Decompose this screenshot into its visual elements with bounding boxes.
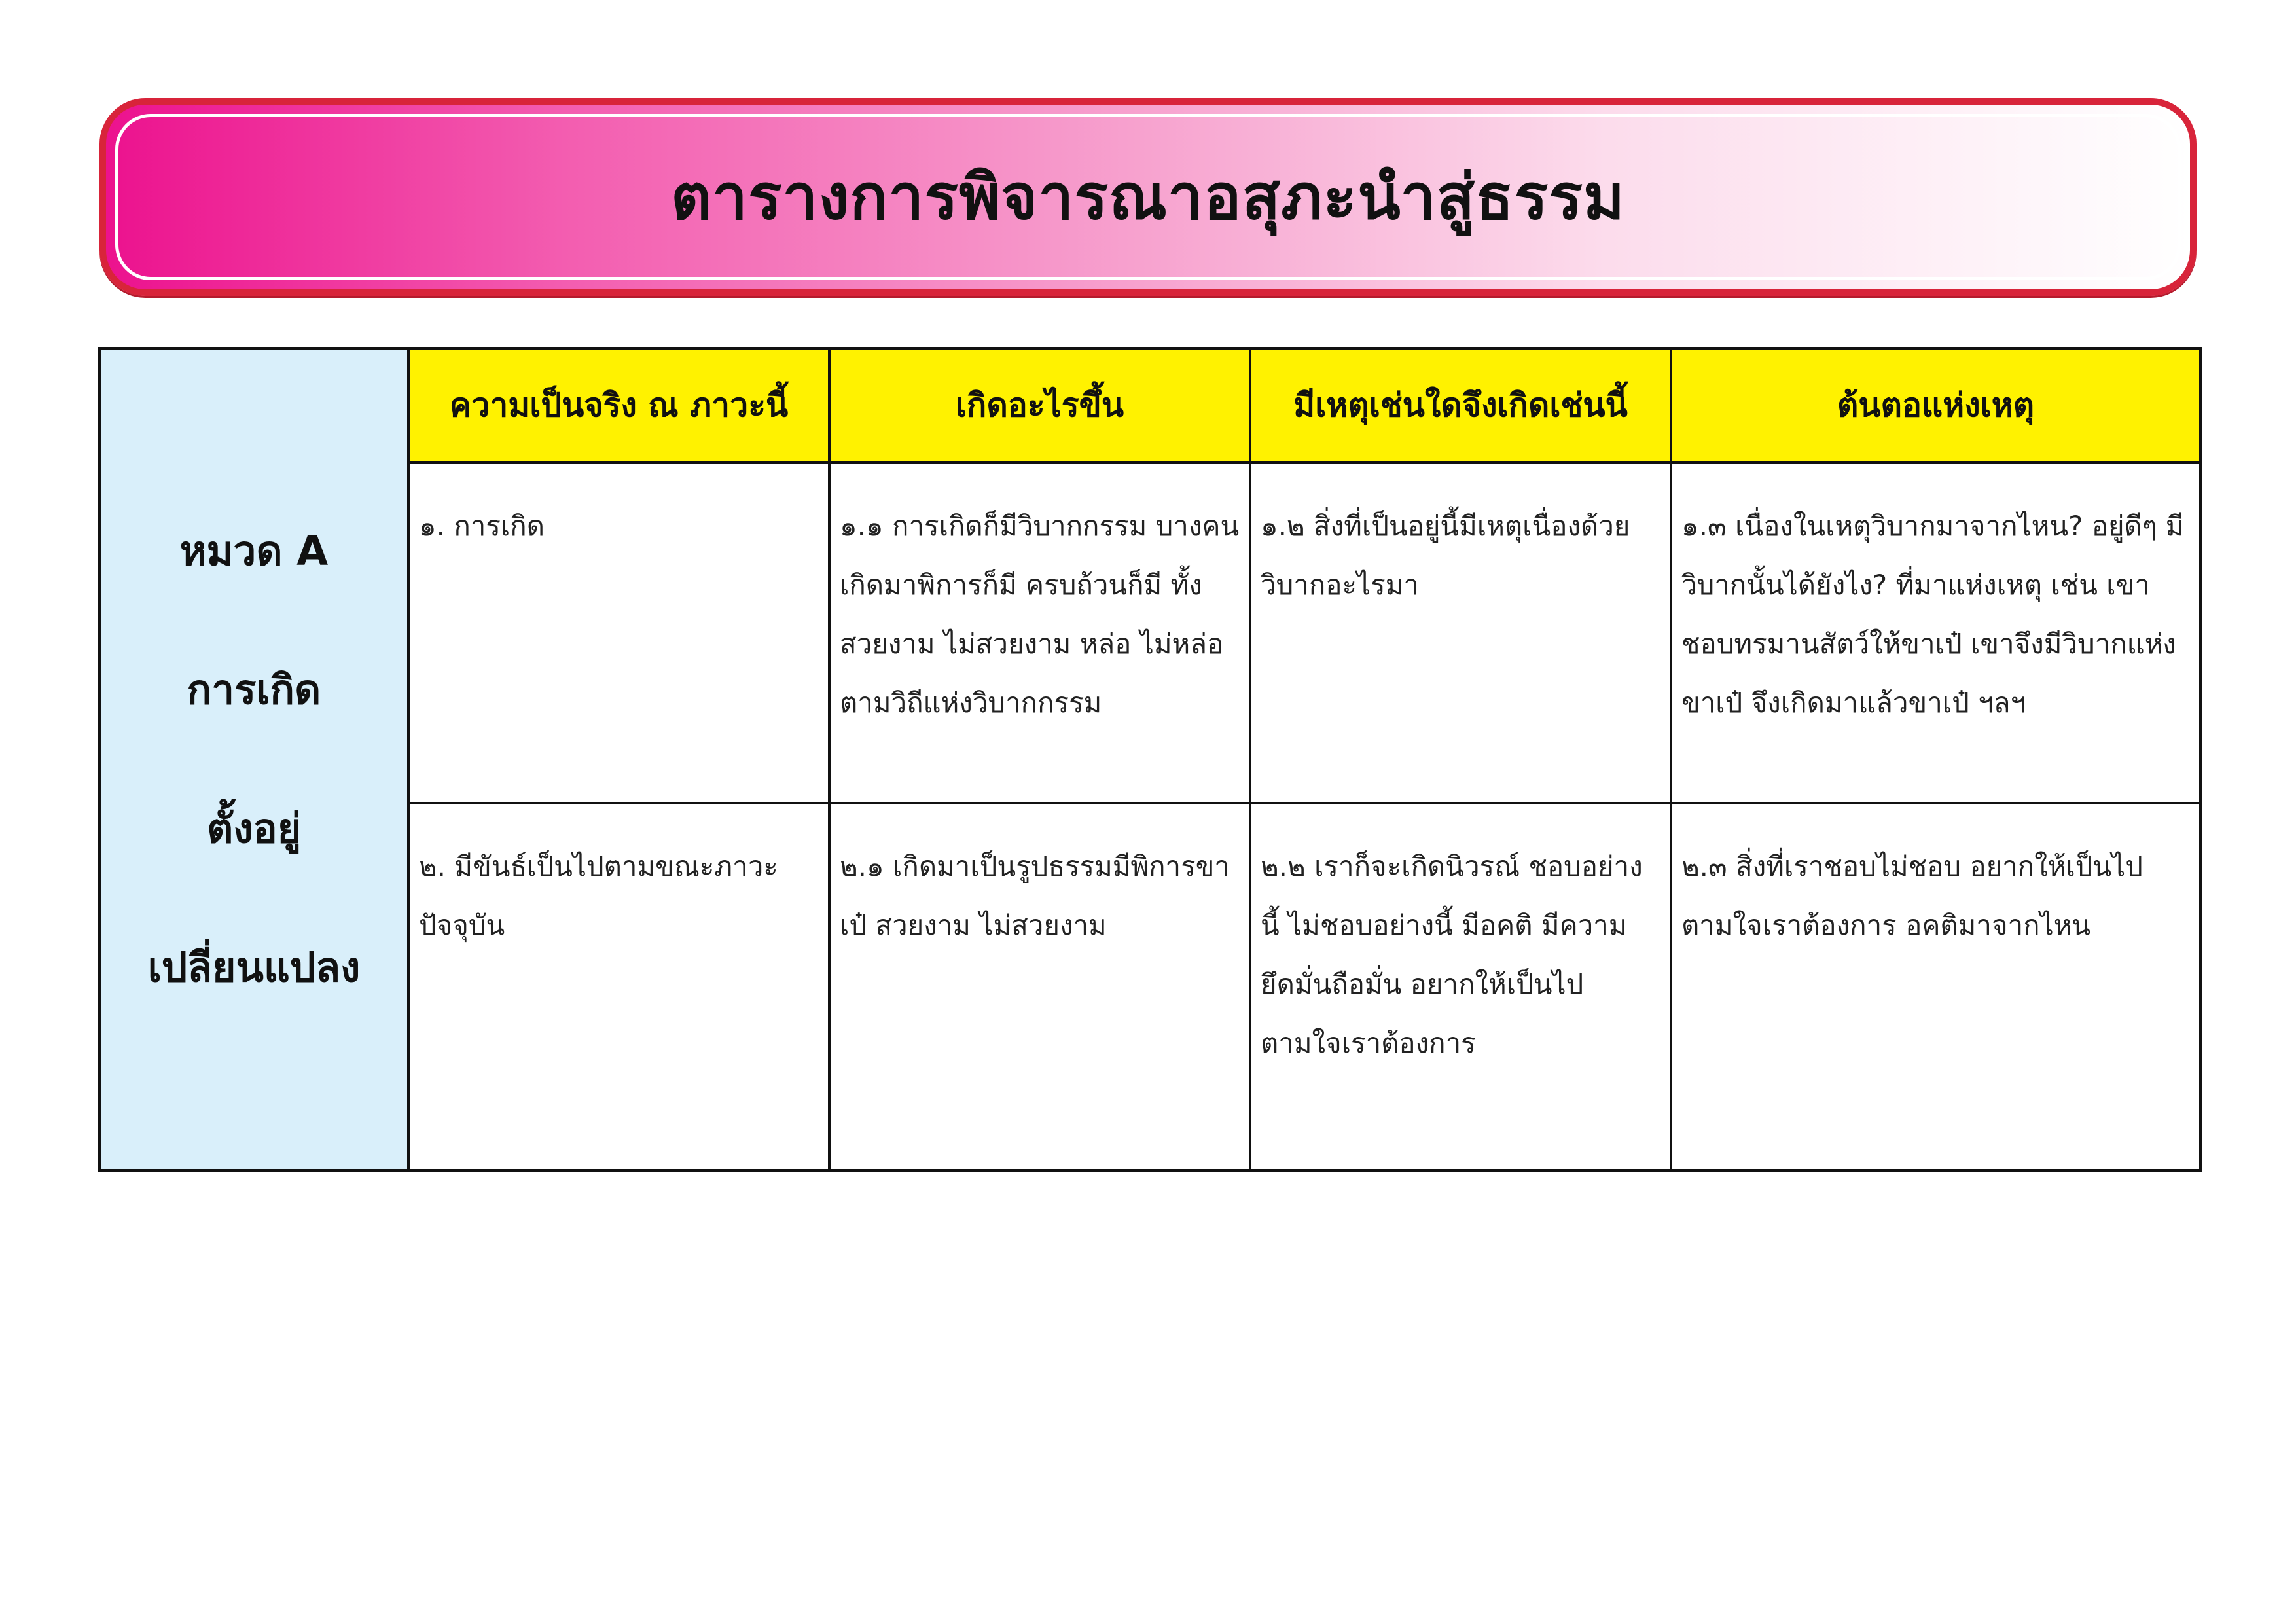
table-cell — [1250, 463, 1671, 803]
table-row — [99, 463, 2200, 803]
cell-text: ๑.๓ เนื่องในเหตุวิบากมาจากไหน? อยู่ดีๆ มีวิบากนั้นได้ยังไง? ที่มาแห่งเหตุ เช่น เขาชอบทรมานสัตว์ให้ขาเป๋ เขาจึงมีวิบากแห่งขาเป๋ จึงเกิดมาแล้วขาเป๋ ฯลฯ — [1681, 510, 2184, 719]
page-title: ตารางการพิจารณาอสุภะนำสู่ธรรม — [670, 160, 1626, 234]
column-header-cause — [1250, 348, 1671, 463]
table-cell — [1671, 463, 2200, 803]
table-cell — [1250, 803, 1671, 1170]
table-header-row — [99, 348, 2200, 463]
analysis-table-container — [98, 347, 2199, 1169]
title-banner-inner — [115, 114, 2181, 280]
cell-text: ๑. การเกิด — [419, 510, 545, 542]
table-cell — [408, 803, 829, 1170]
analysis-table — [98, 347, 2202, 1172]
cell-text: ๒.๑ เกิดมาเป็นรูปธรรมมีพิการขาเป๋ สวยงาม ไม่สวยงาม — [840, 850, 1230, 941]
category-line-birth: การเกิด — [187, 666, 321, 713]
table-cell — [408, 463, 829, 803]
column-header-reality — [408, 348, 829, 463]
column-header-label: ความเป็นจริง ณ ภาวะนี้ — [449, 386, 789, 424]
category-line-existence: ตั้งอยู่ — [206, 804, 302, 852]
column-header-root-cause — [1671, 348, 2200, 463]
cell-text: ๑.๒ สิ่งที่เป็นอยู่นี้มีเหตุเนื่องด้วยวิบากอะไรมา — [1261, 510, 1630, 601]
cell-text: ๑.๑ การเกิดก็มีวิบากกรรม บางคนเกิดมาพิการก็มี ครบถ้วนก็มี ทั้งสวยงาม ไม่สวยงาม หล่อ ไม่หล่อ ตามวิถีแห่งวิบากกรรม — [840, 510, 1240, 719]
table-cell — [829, 463, 1250, 803]
category-title: หมวด A — [179, 527, 329, 575]
table-row — [99, 803, 2200, 1170]
table-cell — [829, 803, 1250, 1170]
category-stack — [101, 527, 407, 991]
column-header-label: ต้นตอแห่งเหตุ — [1837, 386, 2035, 424]
category-line-change: เปลี่ยนแปลง — [147, 943, 361, 991]
column-header-label: เกิดอะไรขึ้น — [955, 386, 1124, 424]
cell-text: ๒. มีขันธ์เป็นไปตามขณะภาวะปัจจุบัน — [419, 850, 778, 941]
title-banner — [99, 98, 2197, 296]
cell-text: ๒.๒ เราก็จะเกิดนิวรณ์ ชอบอย่างนี้ ไม่ชอบอย่างนี้ มีอคติ มีความยึดมั่นถือมั่น อยากให้เป็นไปตามใจเราต้องการ — [1261, 850, 1643, 1059]
column-header-what-happened — [829, 348, 1250, 463]
column-header-label: มีเหตุเช่นใดจึงเกิดเช่นนี้ — [1293, 386, 1628, 424]
table-cell — [1671, 803, 2200, 1170]
cell-text: ๒.๓ สิ่งที่เราชอบไม่ชอบ อยากให้เป็นไปตามใจเราต้องการ อคติมาจากไหน — [1681, 850, 2143, 941]
category-cell — [99, 348, 408, 1170]
